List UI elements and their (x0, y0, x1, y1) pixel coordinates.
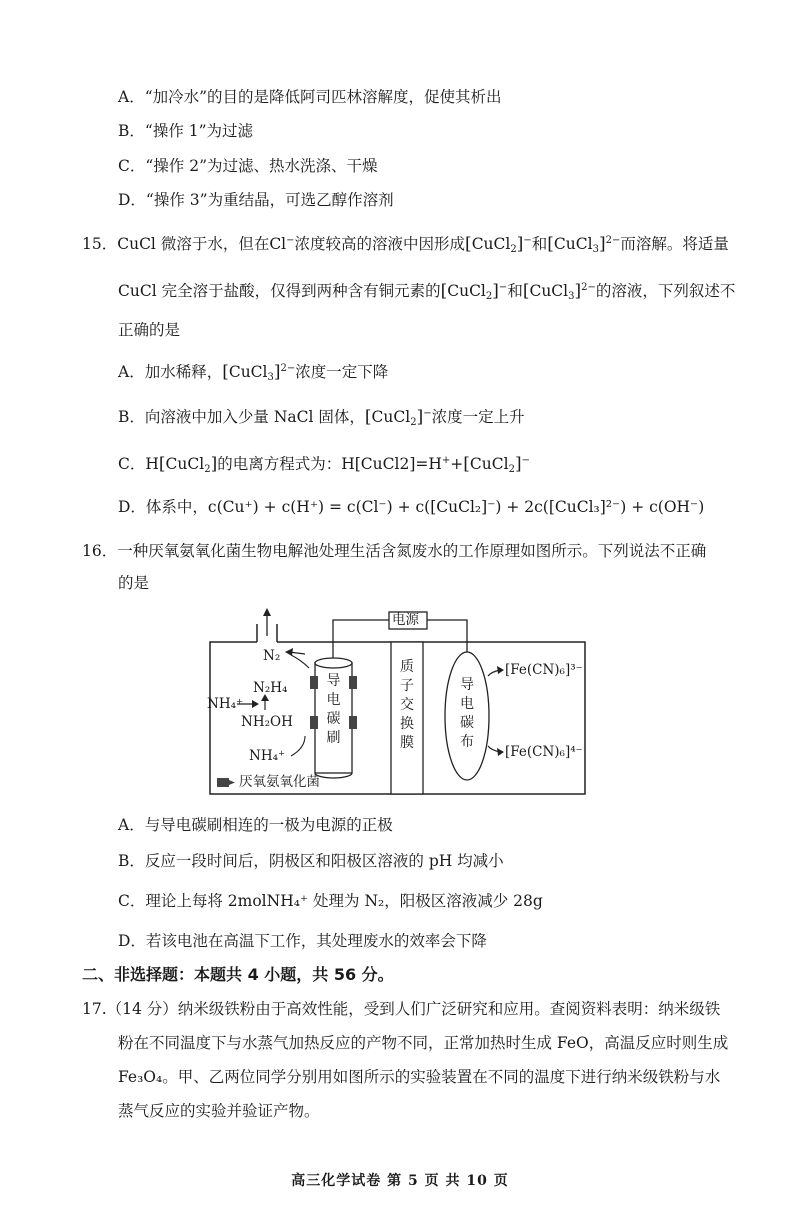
ferricyanide-label: [Fe(CN)₆]³⁻ (505, 662, 583, 678)
q14-option-a: A．“加冷水”的目的是降低阿司匹林溶解度，促使其析出 (118, 88, 502, 106)
q17-line3: Fe₃O₄。甲、乙两位同学分别用如图所示的实验装置在不同的温度下进行纳米级铁粉与水 (118, 1068, 721, 1086)
q14-option-b: B．“操作 1”为过滤 (118, 122, 254, 140)
carbon-brush-label: 导 电 碳 刷 (326, 673, 341, 746)
q16-stem-line2: 的是 (118, 574, 150, 592)
q15-stem-line1: 15．CuCl 微溶于水，但在Cl−浓度较高的溶液中因形成[CuCl$_2$]−和[CuCl$_3$]$^{2-}$而溶解。将适量 (82, 234, 729, 255)
q16-option-b: B．反应一段时间后，阴极区和阳极区溶液的 pH 均减小 (118, 852, 504, 870)
q15-option-d: D．体系中，c(Cu⁺) + c(H⁺) = c(Cl⁻) + c([CuCl₂]⁻) + 2c([CuCl₃]²⁻) + c(OH⁻) (118, 498, 705, 516)
q14-option-c: C．“操作 2”为过滤、热水洗涤、干燥 (118, 157, 378, 175)
electrolysis-cell-diagram (205, 608, 590, 798)
n2-label: N₂ (263, 648, 281, 664)
q16-number: 16． (82, 542, 118, 560)
q17-line1: 17.（14 分）纳米级铁粉由于高效性能，受到人们广泛研究和应用。查阅资料表明：纳米级铁 (82, 1000, 721, 1018)
q16-option-a: A．与导电碳刷相连的一极为电源的正极 (118, 816, 393, 834)
nh4-left-label: NH₄⁺ (207, 696, 244, 712)
nh4-bottom-label: NH₄⁺ (249, 748, 286, 764)
q17-line4: 蒸气反应的实验并验证产物。 (118, 1102, 320, 1120)
nh2oh-label: NH₂OH (241, 714, 293, 730)
section-2-title: 二、非选择题：本题共 4 小题，共 56 分。 (82, 965, 394, 984)
q16-option-d: D．若该电池在高温下工作，其处理废水的效率会下降 (118, 932, 487, 950)
carbon-cloth-label: 导 电 碳 布 (460, 677, 474, 750)
q15-number: 15． (82, 235, 118, 253)
proton-exchange-membrane-label: 质 子 交 换 膜 (400, 659, 414, 751)
legend-bacteria-label: 厌氧氨氧化菌 (239, 774, 320, 790)
q16-stem-line1: 16．一种厌氧氨氧化菌生物电解池处理生活含氮废水的工作原理如图所示。下列说法不正确 (82, 542, 707, 560)
n2h4-label: N₂H₄ (253, 680, 288, 696)
q17-line2: 粉在不同温度下与水蒸气加热反应的产物不同，正常加热时生成 FeO，高温反应时则生成 (118, 1034, 729, 1052)
q15-stem-line3: 正确的是 (118, 321, 181, 339)
q15-option-a: A．加水稀释，[CuCl$_3$]$^{2-}$浓度一定下降 (118, 362, 389, 383)
q14-option-d: D．“操作 3”为重结晶，可选乙醇作溶剂 (118, 191, 394, 209)
q15-option-c: C．H[CuCl$_2$]的电离方程式为：H[CuCl2]=H++[CuCl$_2$]− (118, 454, 530, 475)
ferrocyanide-label: [Fe(CN)₆]⁴⁻ (505, 744, 583, 760)
q15-option-b: B．向溶液中加入少量 NaCl 固体，[CuCl$_2$]−浓度一定上升 (118, 407, 525, 428)
page-footer: 高三化学试卷 第 5 页 共 10 页 (291, 1173, 509, 1189)
q15-stem-line2: CuCl 完全溶于盐酸，仅得到两种含有铜元素的[CuCl$_2$]−和[CuCl$_3$]$^{2-}$的溶液，下列叙述不 (118, 281, 736, 302)
q16-option-c: C．理论上每将 2molNH₄⁺ 处理为 N₂，阳极区溶液减少 28g (118, 892, 543, 910)
power-source-label: 电源 (392, 612, 419, 628)
